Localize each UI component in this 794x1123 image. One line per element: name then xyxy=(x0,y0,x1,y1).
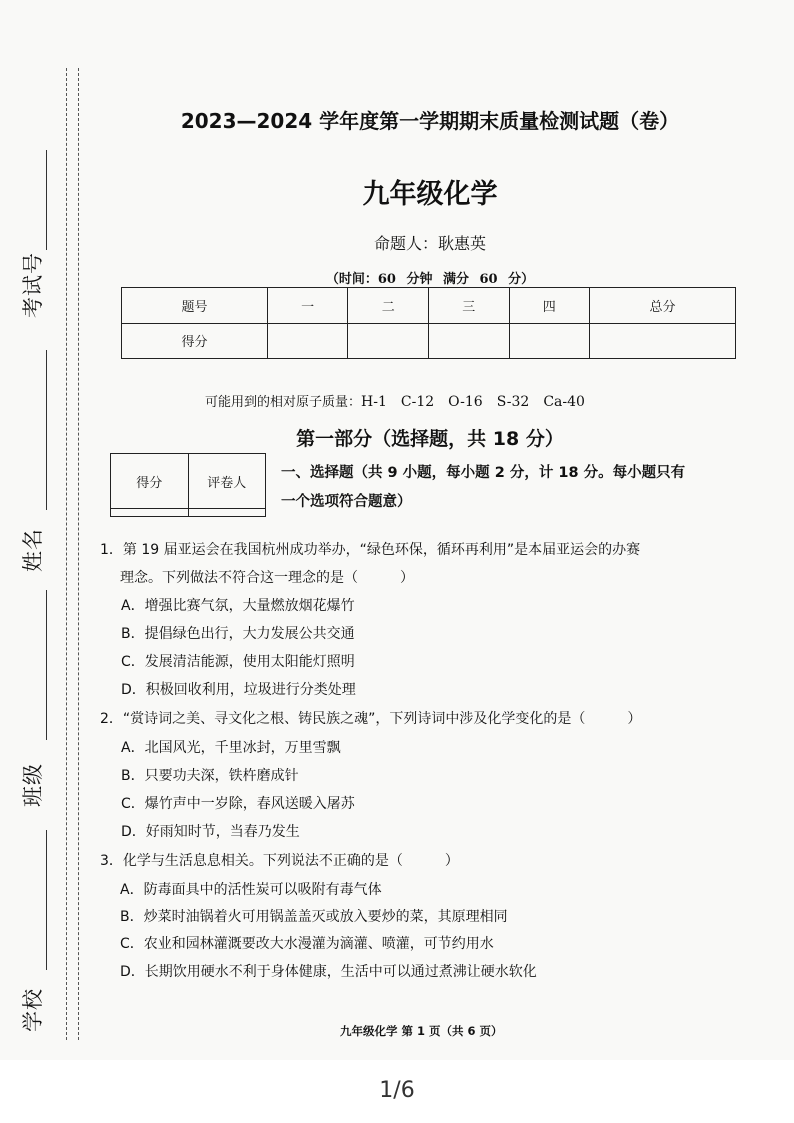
page-footer: 九年级化学 第 1 页（共 6 页） xyxy=(340,1024,503,1038)
header-cell-number: 题号 xyxy=(122,288,268,324)
score-cell xyxy=(348,323,429,359)
class-fill-line xyxy=(46,590,47,740)
score-row-label: 得分 xyxy=(122,323,268,359)
question-3-option-c: C．农业和园林灌溉要改大水漫灌为滴灌、喷灌，可节约用水 xyxy=(120,936,494,952)
score-cell xyxy=(428,323,509,359)
atomic-mass-h: H-1 xyxy=(361,394,387,410)
question-1-option-b: B．提倡绿色出行，大力发展公共交通 xyxy=(121,626,355,642)
atomic-mass-s: S-32 xyxy=(496,394,530,410)
school-fill-line xyxy=(46,830,47,970)
header-cell-2: 二 xyxy=(348,288,429,324)
header-cell-total: 总分 xyxy=(590,288,736,324)
time-info: （时间：60 分钟 满分 60 分） xyxy=(325,272,535,287)
question-2-stem: 2．“赏诗词之美、寻文化之根、铸民族之魂”，下列诗词中涉及化学变化的是（ ） xyxy=(100,711,642,727)
question-2-option-d: D．好雨知时节，当春乃发生 xyxy=(121,824,300,840)
subject-title: 九年级化学 xyxy=(362,179,498,210)
score-cell xyxy=(590,323,736,359)
question-2-option-c: C．爆竹声中一岁除，春风送暖入屠苏 xyxy=(121,796,355,812)
side-label-class: 班级 xyxy=(21,763,45,807)
grader-score-cell xyxy=(111,509,189,517)
side-label-name: 姓名 xyxy=(21,528,45,572)
header-cell-3: 三 xyxy=(428,288,509,324)
section-heading: 一、选择题（共 9 小题，每小题 2 分，计 18 分。每小题只有 一个选项符合题意） xyxy=(281,465,686,510)
score-cell xyxy=(509,323,590,359)
atomic-mass-c: C-12 xyxy=(400,394,435,410)
question-2-option-b: B．只要功夫深，铁杵磨成针 xyxy=(121,768,299,784)
question-1-option-d: D．积极回收利用，垃圾进行分类处理 xyxy=(121,682,356,698)
exam-title: 2023—2024 学年度第一学期期末质量检测试题（卷） xyxy=(180,109,680,133)
question-3-option-d: D．长期饮用硬水不利于身体健康，生活中可以通过煮沸让硬水软化 xyxy=(120,964,537,980)
name-fill-line xyxy=(46,350,47,510)
exam-number-fill-line xyxy=(46,150,47,250)
grader-label: 评卷人 xyxy=(188,454,266,509)
author: 命题人：耿惠英 xyxy=(373,234,486,253)
score-table-header-row xyxy=(122,288,736,324)
question-3-option-a: A．防毒面具中的活性炭可以吸附有毒气体 xyxy=(120,882,382,898)
atomic-mass-ca: Ca-40 xyxy=(543,394,585,410)
header-cell-1: 一 xyxy=(267,288,348,324)
binding-dashed-line xyxy=(66,68,67,1040)
question-1-stem: 1．第 19 届亚运会在我国杭州成功举办，“绿色环保，循环再利用”是本届亚运会的办赛 xyxy=(100,542,641,558)
atomic-masses-label: 可能用到的相对原子质量： xyxy=(205,395,362,410)
atomic-mass-o: O-16 xyxy=(448,394,483,410)
grader-name-cell xyxy=(188,509,266,517)
atomic-masses xyxy=(205,391,585,410)
question-3-option-b: B．炒菜时油锅着火可用锅盖盖灭或放入要炒的菜，其原理相同 xyxy=(120,909,508,925)
question-1-option-a: A．增强比赛气氛，大量燃放烟花爆竹 xyxy=(121,598,355,614)
question-1-option-c: C．发展清洁能源，使用太阳能灯照明 xyxy=(121,654,355,670)
page-indicator: 1/6 xyxy=(379,1078,415,1103)
score-table-score-row xyxy=(122,323,736,359)
side-label-exam-number: 考试号 xyxy=(21,252,45,318)
part-title: 第一部分（选择题，共 18 分） xyxy=(296,428,564,450)
question-1-stem-cont: 理念。下列做法不符合这一理念的是（ ） xyxy=(120,570,414,586)
question-2-option-a: A．北国风光，千里冰封，万里雪飘 xyxy=(121,740,341,756)
grader-table xyxy=(110,453,266,517)
binding-dashed-line xyxy=(78,68,79,1040)
grader-score-label: 得分 xyxy=(111,454,189,509)
header-cell-4: 四 xyxy=(509,288,590,324)
side-label-school: 学校 xyxy=(21,988,45,1032)
question-3-stem: 3．化学与生活息息相关。下列说法不正确的是（ ） xyxy=(100,853,459,869)
score-table xyxy=(121,287,736,359)
score-cell xyxy=(267,323,348,359)
